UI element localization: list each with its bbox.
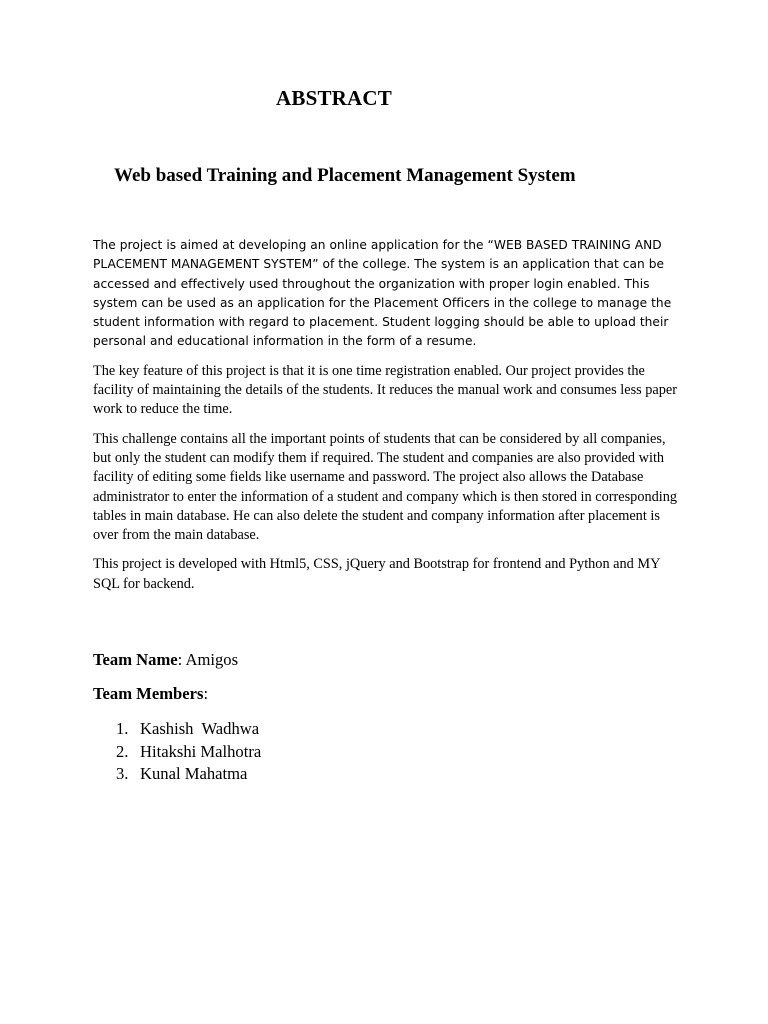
team-section xyxy=(93,648,238,716)
project-title: Web based Training and Placement Management System xyxy=(114,165,576,186)
member-name: Hitakshi Malhotra xyxy=(140,741,262,761)
page-title: ABSTRACT xyxy=(276,86,392,110)
paragraph-key-feature: The key feature of this project is that it is one time registration enabled. Our project provides the facility of maintaining the details of the students. It reduces the manual work and consumes less paper work to reduce the time. xyxy=(93,362,678,418)
list-item-number: 3. xyxy=(116,764,129,783)
list-item-number: 2. xyxy=(116,741,129,761)
list-item xyxy=(116,741,261,764)
list-item xyxy=(116,763,261,786)
member-name: Kunal Mahatma xyxy=(140,764,248,783)
list-item-number: 1. xyxy=(116,719,129,738)
team-name-value: : Amigos xyxy=(177,650,239,669)
team-members-label: Team Members xyxy=(93,684,204,703)
paragraph-intro: The project is aimed at developing an online application for the “WEB BASED TRAINING AND PLACEMENT MANAGEMENT SYSTEM” of the college. The system is an application that can be accessed and effectively used throughout the organization with proper login enabled. This system can be used as an application for the Placement Officers in the college to manage the student information with regard to placement. Student logging should be able to upload their personal and educational information in the form of a resume. xyxy=(93,238,672,349)
list-item xyxy=(116,718,261,741)
paragraph-technologies: This project is developed with Html5, CSS, jQuery and Bootstrap for frontend and Python and MY SQL for backend. xyxy=(93,556,660,592)
member-name: Kashish Wadhwa xyxy=(140,719,260,738)
team-members-row xyxy=(93,682,238,716)
team-name-label: Team Name xyxy=(93,650,178,669)
team-members-list xyxy=(116,718,261,786)
team-members-suffix: : xyxy=(203,684,209,703)
team-name-row xyxy=(93,648,238,682)
abstract-body xyxy=(93,236,683,604)
paragraph-challenge: This challenge contains all the important points of students that can be considered by all companies, but only the student can modify them if required. The student and companies are also provided with facility of editing some fields like username and password. The project also allows the Database administrator to enter the information of a student and company which is then stored in corresponding tables in main database. He can also delete the student and company information after placement is over from the main database. xyxy=(93,430,678,544)
